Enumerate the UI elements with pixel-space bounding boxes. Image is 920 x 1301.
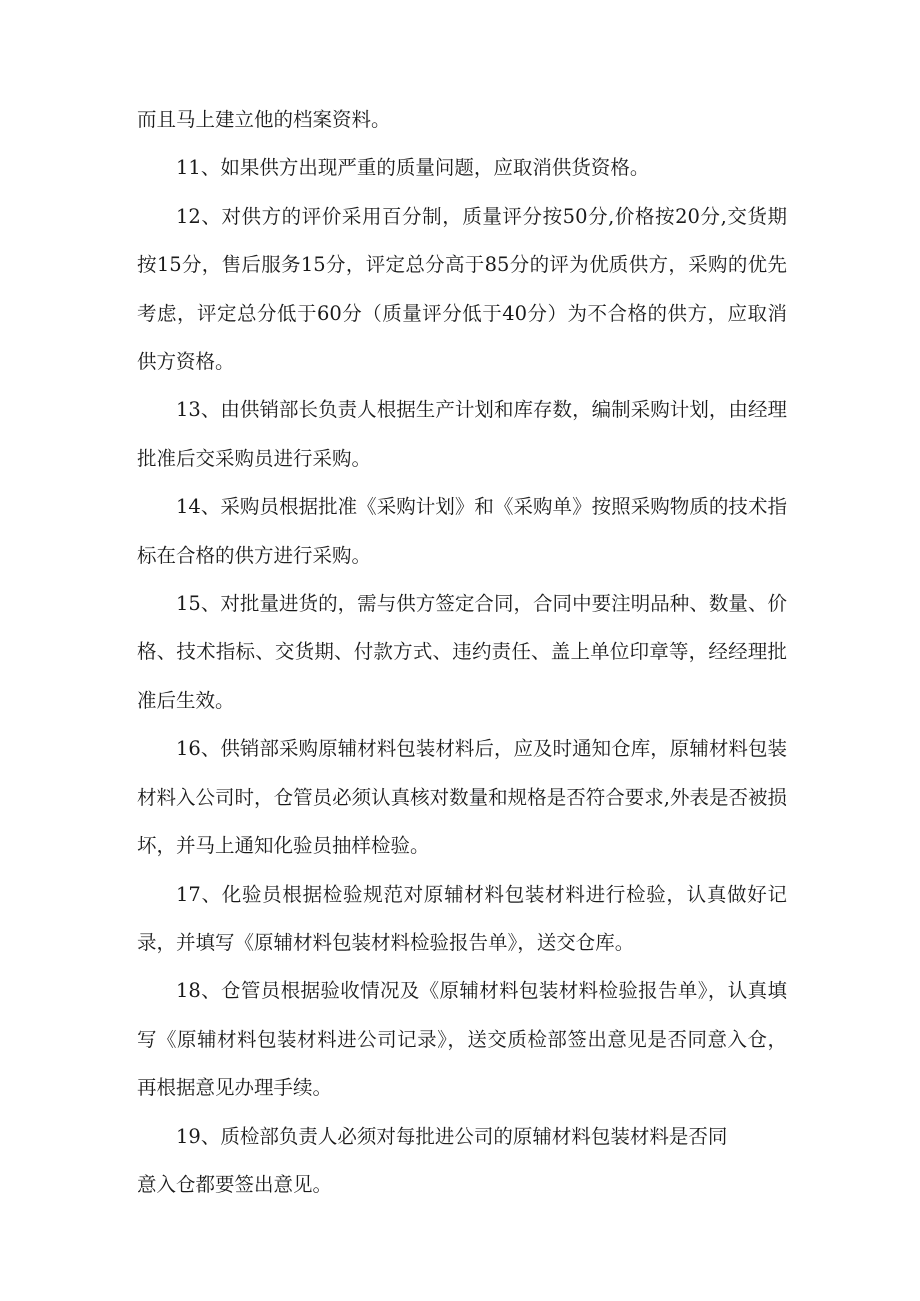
lead-line: 而且马上建立他的档案资料。 (137, 108, 391, 131)
paragraph-16: 16、供销部采购原辅材料包装材料后，应及时通知仓库，原辅材料包装材料入公司时，仓管员必须认真核对数量和规格是否符合要求,外表是否被损坏，并马上通知化验员抽样检验。 (137, 737, 787, 858)
paragraph-13: 13、由供销部长负责人根据生产计划和库存数，编制采购计划，由经理批准后交采购员进行采购。 (137, 398, 787, 470)
paragraph-15: 15、对批量进货的，需与供方签定合同，合同中要注明品种、数量、价格、技术指标、交货期、付款方式、违约责任、盖上单位印章等，经经理批准后生效。 (137, 592, 787, 712)
paragraph-12: 12、对供方的评价采用百分制，质量评分按50分,价格按20分,交货期按15分，售后服务15分，评定总分高于85分的评为优质供方，采购的优先考虑，评定总分低于60分（质量评分低于40分）为不合格的供方，应取消供方资格。 (137, 204, 787, 374)
paragraph-17: 17、化验员根据检验规范对原辅材料包装材料进行检验，认真做好记录，并填写《原辅材料包装材料检验报告单》，送交仓库。 (137, 882, 787, 954)
document-body (137, 96, 787, 1200)
paragraph-14: 14、采购员根据批准《采购计划》和《采购单》按照采购物质的技术指标在合格的供方进行采购。 (137, 495, 787, 567)
paragraph-19 (137, 1113, 787, 1200)
paragraph-11: 11、如果供方出现严重的质量问题，应取消供货资格。 (176, 156, 650, 180)
paragraph-19-line-1: 19、质检部负责人必须对每批进公司的原辅材料包装材料是否同 (176, 1124, 728, 1148)
paragraph-19-line-2: 意入仓都要签出意见。 (137, 1172, 333, 1196)
paragraph-18: 18、仓管员根据验收情况及《原辅材料包装材料检验报告单》，认真填写《原辅材料包装材料进公司记录》，送交质检部签出意见是否同意入仓，再根据意见办理手续。 (137, 979, 787, 1100)
